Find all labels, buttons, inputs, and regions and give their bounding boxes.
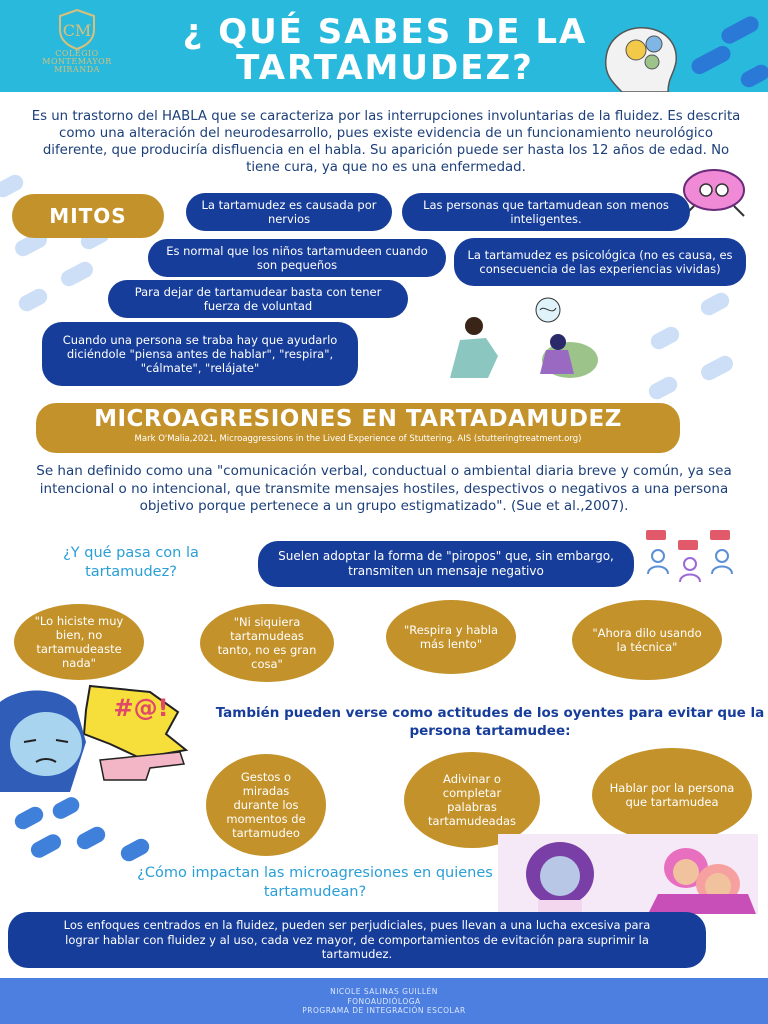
myth-bubble: La tartamudez es psicológica (no es causa, es consecuencia de las experiencias vividas) bbox=[454, 238, 746, 286]
logo-text-2: MONTEMAYOR bbox=[42, 57, 112, 66]
decor-stripe bbox=[50, 794, 82, 821]
decor-stripe bbox=[648, 324, 682, 352]
decor-stripe bbox=[0, 172, 26, 200]
intro-paragraph: Es un trastorno del HABLA que se caracteriza por las interrupciones involuntarias de la fluidez. Es descrita como una alteración del neurodesarrollo, pues existe evidencia de un funcionamiento neurológico diferente, que produciría disfluencia en el habla. Su aparición puede ser hasta los 12 años de edad. No tiene cura, ya que no es una enfermedad. bbox=[31, 109, 741, 175]
myths-label: MITOS bbox=[12, 194, 164, 238]
decor-stripe bbox=[28, 831, 64, 860]
decor-stripe bbox=[646, 374, 680, 402]
decor-stripe bbox=[16, 286, 50, 314]
stuttering-question: ¿Y qué pasa con la tartamudez? bbox=[63, 545, 199, 580]
feedback-people-icon bbox=[644, 528, 744, 588]
myth-bubble: Para dejar de tartamudear basta con tener fuerza de voluntad bbox=[108, 280, 408, 318]
decor-stripe bbox=[698, 353, 736, 383]
myth-bubble: Es normal que los niños tartamudeen cuando son pequeños bbox=[148, 239, 446, 277]
phrase-circle: "Lo hiciste muy bien, no tartamudeaste nada" bbox=[14, 604, 144, 680]
phrase-circle: "Ni siquiera tartamudeas tanto, no es gran cosa" bbox=[200, 604, 334, 682]
decor-stripe bbox=[74, 824, 108, 852]
microaggressions-citation: Mark O'Malia,2021, Microaggressions in the Lived Experience of Stuttering. AIS (stutteringtreatment.org) bbox=[134, 434, 582, 444]
logo-text-1: COLEGIO bbox=[55, 49, 99, 58]
svg-text:CM: CM bbox=[62, 21, 92, 40]
logo-text-3: MIRANDA bbox=[54, 65, 100, 74]
phrase-circle: "Respira y habla más lento" bbox=[386, 600, 516, 674]
attitude-circle: Adivinar o completar palabras tartamudeadas bbox=[404, 752, 540, 848]
decor-stripe bbox=[58, 259, 96, 289]
myth-bubble: Cuando una persona se traba hay que ayudarlo diciéndole "piensa antes de hablar", "respira", "cálmate", "relájate" bbox=[42, 322, 358, 386]
attitudes-intro: También pueden verse como actitudes de los oyentes para evitar que la persona tartamudee: bbox=[215, 705, 765, 739]
attitude-circle: Hablar por la persona que tartamudea bbox=[592, 748, 752, 842]
decor-stripe bbox=[698, 290, 732, 318]
microaggressions-title: MICROAGRESIONES EN TARTADAMUDEZ bbox=[94, 406, 622, 432]
decor-stripe bbox=[118, 836, 152, 864]
footer-program: PROGRAMA DE INTEGRACIÓN ESCOLAR bbox=[302, 1006, 466, 1015]
phrase-circle: "Ahora dilo usando la técnica" bbox=[572, 600, 722, 680]
page-title-line1: ¿ QUÉ SABES DE LA bbox=[182, 12, 588, 52]
expletive-text: #@! bbox=[113, 694, 169, 722]
school-logo bbox=[22, 8, 132, 84]
impact-question: ¿Cómo impactan las microagresiones en quienes tartamudean? bbox=[137, 865, 493, 900]
footer-role: FONOAUDIÓLOGA bbox=[347, 996, 421, 1006]
therapy-session-illustration-icon bbox=[440, 296, 620, 386]
head-gears-illustration-icon bbox=[592, 22, 692, 92]
compliments-bubble: Suelen adoptar la forma de "piropos" que, sin embargo, transmiten un mensaje negativo bbox=[258, 541, 634, 587]
microaggressions-definition: Se han definido como una "comunicación verbal, conductual o ambiental diaria breve y común, ya sea intencional o no intencional, que transmite mensajes hostiles, despectivos o negativos a una persona objetivo porque pertenece a un grupo estigmatizado". (Sue et al.,2007). bbox=[36, 463, 732, 514]
page-title-line2: TARTAMUDEZ? bbox=[236, 48, 534, 88]
myth-bubble: Las personas que tartamudean son menos inteligentes. bbox=[402, 193, 690, 231]
microaggressions-banner bbox=[36, 403, 680, 453]
impact-answer-bubble: Los enfoques centrados en la fluidez, pueden ser perjudiciales, pues llevan a una lucha excesiva para lograr hablar con fluidez y al uso, cada vez mayor, de comportamientos de evitación para suprimir la tartamudez. bbox=[8, 912, 706, 968]
page-title bbox=[140, 14, 630, 86]
sad-girls-illustration-icon bbox=[498, 834, 758, 914]
attitude-circle: Gestos o miradas durante los momentos de tartamudeo bbox=[206, 754, 326, 856]
myth-bubble: La tartamudez es causada por nervios bbox=[186, 193, 392, 231]
footer-author: NICOLE SALINAS GUILLÉN bbox=[330, 987, 438, 996]
logo-emblem-icon bbox=[50, 8, 104, 50]
footer bbox=[0, 978, 768, 1024]
decor-stripe bbox=[12, 804, 46, 832]
